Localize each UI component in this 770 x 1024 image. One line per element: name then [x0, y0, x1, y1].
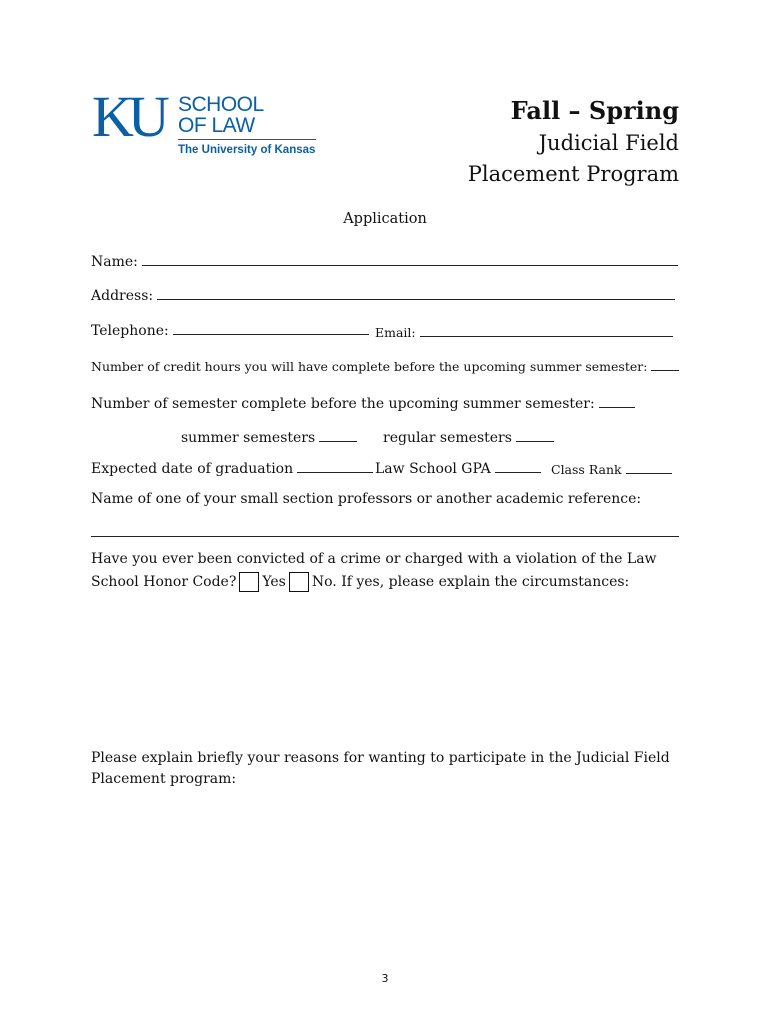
name-label: Name: — [91, 254, 138, 270]
page-number: 3 — [381, 972, 389, 985]
ku-school-of-law-logo — [92, 84, 322, 164]
email-field[interactable] — [420, 324, 673, 337]
semesters-row — [91, 395, 635, 412]
regular-semesters-row — [383, 429, 554, 446]
form-subtitle-line1: Judicial Field — [538, 131, 679, 155]
graduation-label: Expected date of graduation — [91, 461, 294, 477]
reasons-explanation-area[interactable] — [91, 800, 679, 950]
summer-semesters-field[interactable] — [319, 429, 357, 442]
form-title: Fall – Spring — [510, 96, 679, 125]
class-rank-field[interactable] — [626, 461, 672, 474]
logo-divider — [178, 139, 316, 140]
graduation-row — [91, 460, 373, 477]
logo-line-of-law: OF LAW — [178, 114, 255, 137]
summer-semesters-row — [181, 429, 357, 446]
name-row — [91, 253, 678, 270]
name-field[interactable] — [142, 253, 678, 266]
application-heading: Application — [343, 211, 427, 227]
address-label: Address: — [91, 288, 154, 304]
form-subtitle-line2: Placement Program — [467, 162, 679, 186]
logo-university: The University of Kansas — [178, 144, 316, 156]
telephone-row — [91, 322, 369, 339]
credit-hours-row — [91, 358, 679, 374]
semesters-label: Number of semester complete before the upcoming summer semester: — [91, 396, 595, 412]
gpa-label: Law School GPA — [375, 461, 491, 477]
semesters-field[interactable] — [599, 395, 635, 408]
class-rank-label: Class Rank — [551, 462, 622, 477]
gpa-field[interactable] — [495, 460, 541, 473]
credit-hours-field[interactable] — [651, 358, 679, 371]
logo-mark: KU — [92, 84, 164, 149]
yes-checkbox[interactable] — [239, 572, 259, 592]
reference-label: Name of one of your small section professors or another academic reference: — [91, 491, 642, 507]
address-row — [91, 287, 675, 304]
no-label: No. If yes, please explain the circumstances: — [311, 574, 630, 590]
email-label: Email: — [375, 325, 416, 340]
no-checkbox[interactable] — [289, 572, 309, 592]
gpa-row — [375, 460, 541, 477]
regular-semesters-label: regular semesters — [383, 430, 512, 446]
class-rank-row — [551, 461, 672, 477]
conviction-question-start: School Honor Code? — [91, 574, 237, 590]
address-field[interactable] — [157, 287, 675, 300]
email-row — [375, 324, 673, 340]
regular-semesters-field[interactable] — [516, 429, 554, 442]
graduation-field[interactable] — [297, 460, 373, 473]
reasons-question-line2: Placement program: — [91, 771, 237, 787]
logo-line-school: SCHOOL — [178, 93, 264, 116]
summer-semesters-label: summer semesters — [181, 430, 316, 446]
reasons-question-line1: Please explain briefly your reasons for wanting to participate in the Judicial Field — [91, 750, 670, 766]
yes-label: Yes — [262, 574, 286, 590]
telephone-label: Telephone: — [91, 323, 169, 339]
reference-field[interactable] — [91, 536, 679, 537]
conviction-explanation-area[interactable] — [91, 600, 679, 730]
credit-hours-label: Number of credit hours you will have complete before the upcoming summer semester: — [91, 359, 648, 374]
conviction-question-line1: Have you ever been convicted of a crime or charged with a violation of the Law — [91, 551, 657, 567]
conviction-question-line2 — [91, 572, 629, 592]
telephone-field[interactable] — [173, 322, 369, 335]
